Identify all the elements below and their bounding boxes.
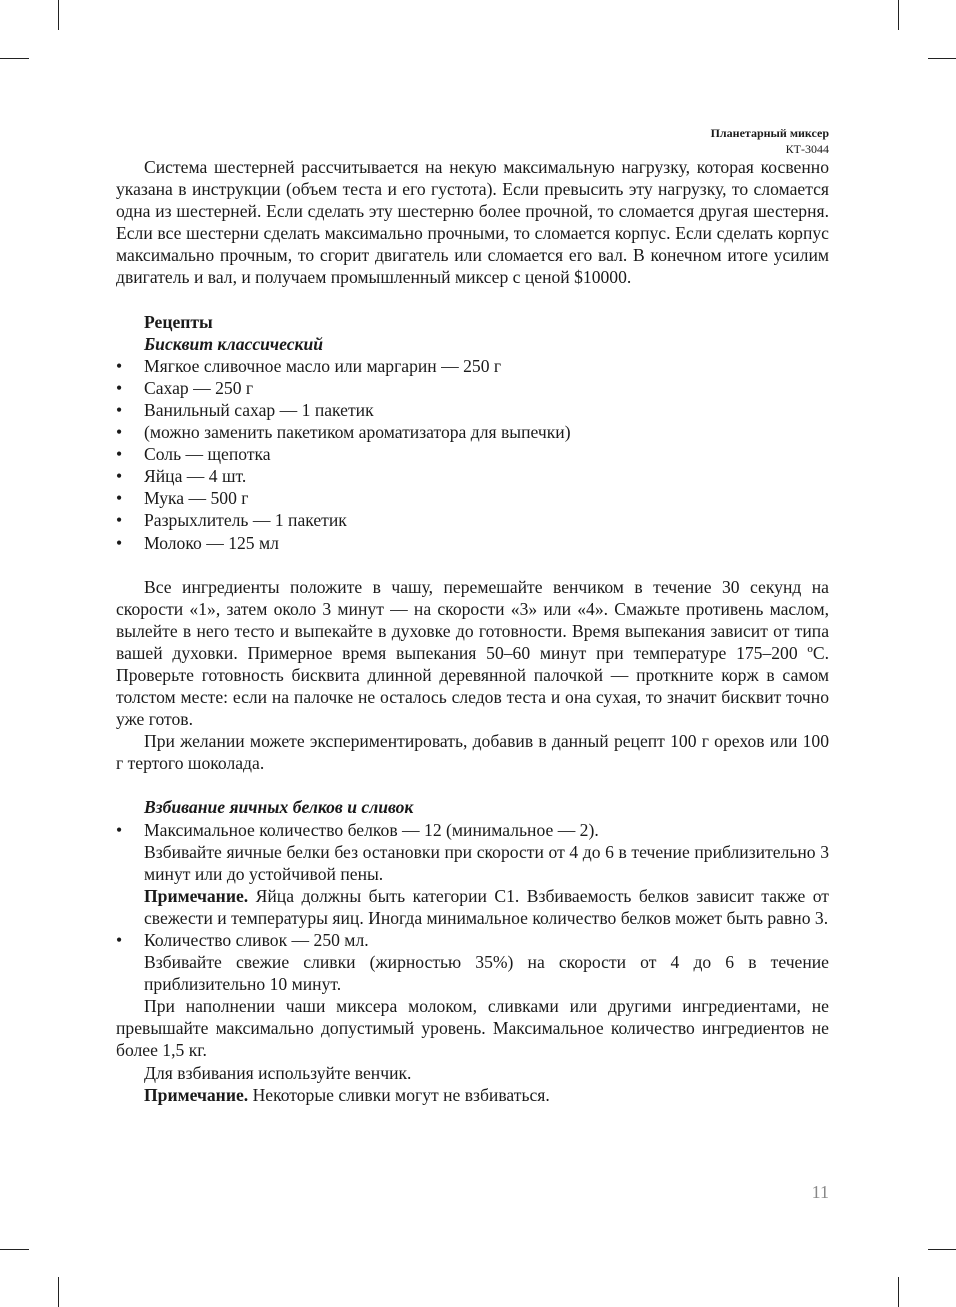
filling-paragraph: При наполнении чаши миксера молоком, сливками или другими ингредиентами, не превышайте максимально допустимый уровень. Максимальное количество ингредиентов не более 1,5 кг. xyxy=(116,996,829,1061)
whisk-paragraph: Для взбивания используйте венчик. xyxy=(144,1062,412,1083)
note-label: Примечание. xyxy=(144,1084,249,1105)
crop-mark-bottom-right-vertical xyxy=(898,1277,899,1307)
intro-paragraph: Система шестерней рассчитывается на некую максимальную нагрузку, которая косвенно указана в инструкции (объем теста и его густота). Если превысить эту нагрузку, то сломается одна из шестерней. Если сделать эту шестерню более прочной, то сломается другая шестерня. Если все шестерни сделать максимально прочными, то сломается корпус. Если сделать корпус максимально прочным, то сгорит двигатель или сломается его вал. В конечном итоге усилим двигатель и вал, и получаем промышленный миксер с ценой $10000. xyxy=(116,157,829,288)
sponge-method-paragraph: Все ингредиенты положите в чашу, перемешайте венчиком в течение 30 секунд на скорости «1», затем около 3 минут — на скорости «3» или «4». Смажьте противень маслом, вылейте в него тесто и выпекайте в духовке до готовности. Время выпекания зависит от типа вашей духовки. Примерное время выпекания 50–60 минут при температуре 175–200 ºС. Проверьте готовность бисквита длинной деревянной палочкой — проткните корж в самом толстом месте: если на палочке не осталось следов теста и она сухая, то значит бисквит точно уже готов. xyxy=(116,576,829,730)
bullet-icon: • xyxy=(116,444,123,465)
bullet-icon: • xyxy=(116,466,123,487)
egg-instructions: Взбивайте яичные белки без остановки при скорости от 4 до 6 в течение приблизительно 3 минут или до устойчивой пены. xyxy=(144,841,829,884)
running-header xyxy=(711,125,829,157)
header-product-title: Планетарный миксер xyxy=(710,126,829,140)
whipping-list xyxy=(116,819,829,996)
crop-mark-bottom-left-horizontal xyxy=(0,1249,29,1250)
page-number: 11 xyxy=(811,1182,829,1202)
crop-mark-top-left-vertical xyxy=(58,0,59,30)
crop-mark-top-left-horizontal xyxy=(0,58,29,59)
whipping-title: Взбивание яичных белков и сливок xyxy=(144,797,414,818)
list-item: • Разрыхлитель — 1 пакетик xyxy=(116,510,347,531)
header-model: КТ-3044 xyxy=(785,142,829,156)
bullet-icon: • xyxy=(116,399,123,420)
sponge-cake-title: Бисквит классический xyxy=(144,333,324,354)
list-item: • Молоко — 125 мл xyxy=(116,532,279,553)
cream-amount: Количество сливок — 250 мл. xyxy=(144,930,369,950)
final-note: Примечание. Некоторые сливки могут не взбиваться. xyxy=(144,1084,550,1105)
bullet-icon: • xyxy=(116,510,123,531)
bullet-icon: • xyxy=(116,377,123,398)
list-item: • Соль — щепотка xyxy=(116,444,271,465)
egg-max-count: Максимальное количество белков — 12 (минимальное — 2). xyxy=(144,819,599,840)
list-item-cream xyxy=(116,929,829,995)
bullet-icon: • xyxy=(116,422,123,443)
crop-mark-bottom-right-horizontal xyxy=(928,1249,956,1250)
bullet-icon: • xyxy=(116,819,123,840)
list-item-egg-whites xyxy=(116,819,829,929)
list-item: • Сахар — 250 г xyxy=(116,377,254,398)
egg-note: Примечание. Яйца должны быть категории С1. Взбиваемость белков зависит также от свежести и температуры яиц. Иногда минимальное количество белков может быть равно 3. xyxy=(144,885,829,928)
list-item: • Яйца — 4 шт. xyxy=(116,466,247,487)
list-item: • Мука — 500 г xyxy=(116,488,249,509)
page-content xyxy=(116,156,829,1106)
crop-mark-top-right-vertical xyxy=(898,0,899,30)
bullet-icon: • xyxy=(116,532,123,553)
sponge-variation-paragraph: При желании можете экспериментировать, добавив в данный рецепт 100 г орехов или 100 г тертого шоколада. xyxy=(116,731,829,774)
note-label: Примечание. xyxy=(144,885,249,906)
bullet-icon: • xyxy=(116,488,123,509)
bullet-icon: • xyxy=(116,355,123,376)
crop-mark-bottom-left-vertical xyxy=(58,1277,59,1307)
list-item: • Мягкое сливочное масло или маргарин — 250 г xyxy=(116,355,502,376)
list-item: • Ванильный сахар — 1 пакетик xyxy=(116,399,374,420)
crop-mark-top-right-horizontal xyxy=(928,58,956,59)
list-item: • (можно заменить пакетиком ароматизатора для выпечки) xyxy=(116,422,571,443)
ingredient-list xyxy=(116,355,829,554)
bullet-icon: • xyxy=(116,930,123,950)
recipes-heading: Рецепты xyxy=(144,311,213,332)
cream-instructions: Взбивайте свежие сливки (жирностью 35%) на скорости от 4 до 6 в течение приблизительно 10 минут. xyxy=(144,952,829,995)
